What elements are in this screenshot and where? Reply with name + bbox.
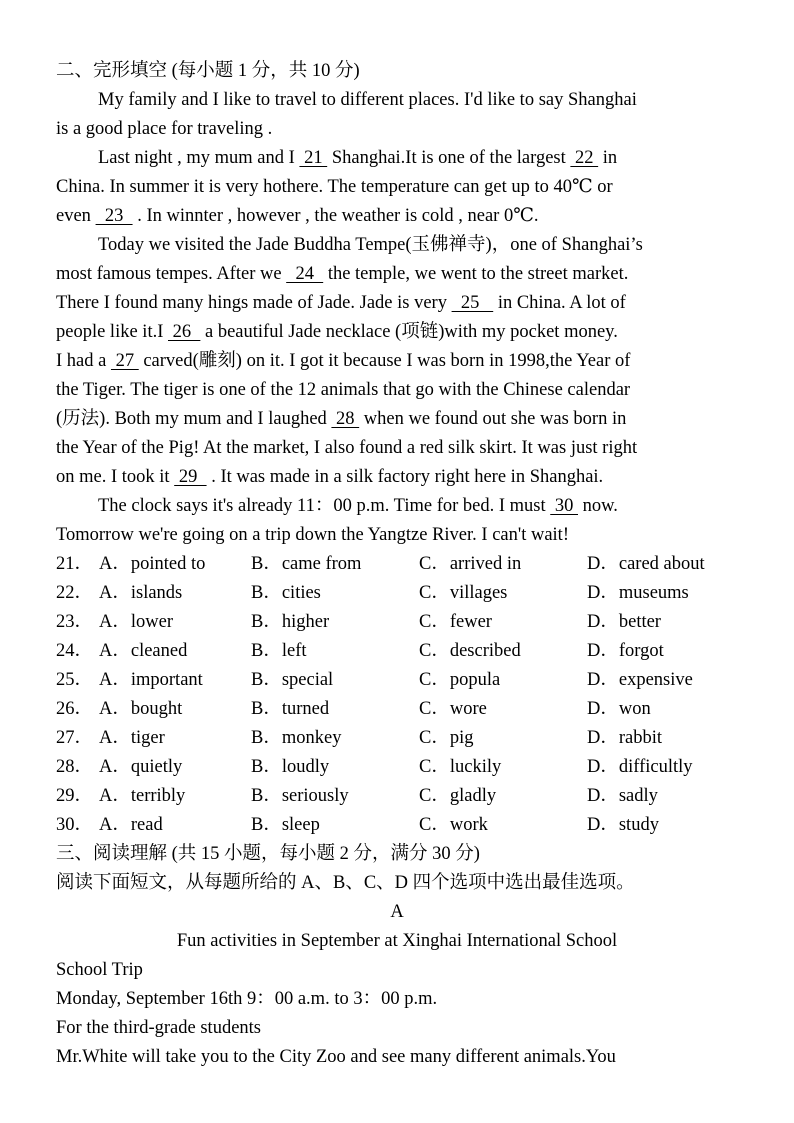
passage-line <box>56 463 603 492</box>
answer-option[interactable]: D．better <box>587 612 661 632</box>
blank-24: 24 <box>286 264 324 284</box>
answer-option[interactable]: B．monkey <box>251 728 342 748</box>
blank-23: 23 <box>95 206 133 226</box>
part-label: A <box>390 902 404 922</box>
passage-line <box>56 202 539 231</box>
passage-line: China. In summer it is very hothere. The temperature can get up to 40℃ or <box>56 177 613 197</box>
text: now. <box>578 496 618 516</box>
text: Last night , my mum and I <box>98 148 300 168</box>
answer-option[interactable]: B．came from <box>251 554 362 574</box>
question-number: 24． <box>56 641 94 661</box>
text: The clock says it's already 11：00 p.m. Time for bed. I must <box>98 496 551 516</box>
blank-22: 22 <box>570 148 599 168</box>
text: in China. A lot of <box>493 293 626 313</box>
passage-line: My family and I like to travel to different places. I'd like to say Shanghai <box>98 90 637 110</box>
text: . In winnter , however , the weather is cold , near 0℃. <box>132 206 539 226</box>
answer-option[interactable]: A．cleaned <box>99 641 188 661</box>
answer-option[interactable]: C．luckily <box>419 757 502 777</box>
section-heading-cloze: 二、完形填空 (每小题 1 分，共 10 分) <box>56 61 360 81</box>
answer-option[interactable]: B．higher <box>251 612 330 632</box>
question-number: 25． <box>56 670 94 690</box>
answer-option[interactable]: D．rabbit <box>587 728 663 748</box>
text: people like it.I <box>56 322 168 342</box>
question-number: 30． <box>56 815 94 835</box>
blank-21: 21 <box>299 148 328 168</box>
passage-line: the Tiger. The tiger is one of the 12 animals that go with the Chinese calendar <box>56 380 631 400</box>
answer-option[interactable]: B．left <box>251 641 307 661</box>
blank-30: 30 <box>550 496 578 516</box>
answer-option[interactable]: A．bought <box>99 699 183 719</box>
answer-option[interactable]: B．special <box>251 670 334 690</box>
answer-option[interactable]: C．villages <box>419 583 508 603</box>
passage-line: is a good place for traveling . <box>56 119 273 139</box>
answer-option[interactable]: D．won <box>587 699 651 719</box>
blank-29: 29 <box>174 467 207 487</box>
instruction-text: 阅读下面短文，从每题所给的 A、B、C、D 四个选项中选出最佳选项。 <box>56 873 635 893</box>
answer-option[interactable]: A．read <box>99 815 163 835</box>
article-title: Fun activities in September at Xinghai International School <box>176 931 618 951</box>
answer-option[interactable]: C．described <box>419 641 521 661</box>
answer-option[interactable]: A．important <box>99 670 203 690</box>
text: . It was made in a silk factory right here in Shanghai. <box>206 467 604 487</box>
answer-option[interactable]: B．seriously <box>251 786 349 806</box>
answer-option[interactable]: D．cared about <box>587 554 705 574</box>
text: on me. I took it <box>56 467 175 487</box>
passage-line: the Year of the Pig! At the market, I also found a red silk skirt. It was just right <box>56 438 638 458</box>
passage-line: Today we visited the Jade Buddha Tempe(玉佛禅寺)，one of Shanghai’s <box>98 235 643 255</box>
trip-time: Monday, September 16th 9：00 a.m. to 3：00 p.m. <box>56 989 438 1009</box>
question-number: 21． <box>56 554 94 574</box>
trip-heading: School Trip <box>56 960 143 980</box>
answer-option[interactable]: D．forgot <box>587 641 664 661</box>
answer-option[interactable]: C．arrived in <box>419 554 522 574</box>
answer-option[interactable]: A．pointed to <box>99 554 206 574</box>
trip-audience: For the third-grade students <box>56 1018 261 1038</box>
answer-option[interactable]: B．turned <box>251 699 330 719</box>
answer-option[interactable]: A．quietly <box>99 757 183 777</box>
text: I had a <box>56 351 111 371</box>
answer-option[interactable]: D．museums <box>587 583 689 603</box>
answer-option[interactable]: A．tiger <box>99 728 165 748</box>
text: the temple, we went to the street market. <box>323 264 629 284</box>
passage-line <box>56 289 626 318</box>
blank-25: 25 <box>451 293 494 313</box>
answer-option[interactable]: B．loudly <box>251 757 330 777</box>
passage-line <box>56 347 630 376</box>
text: There I found many hings made of Jade. Jade is very <box>56 293 452 313</box>
answer-option[interactable]: D．study <box>587 815 659 835</box>
text: carved(雕刻) on it. I got it because I was born in 1998,the Year of <box>138 351 631 371</box>
text: when we found out she was born in <box>359 409 627 429</box>
answer-option[interactable]: C．pig <box>419 728 474 748</box>
answer-option[interactable]: D．difficultly <box>587 757 693 777</box>
blank-26: 26 <box>168 322 201 342</box>
answer-option[interactable]: C．wore <box>419 699 487 719</box>
trip-description: Mr.White will take you to the City Zoo and see many different animals.You <box>56 1047 616 1067</box>
passage-line <box>56 260 628 289</box>
answer-option[interactable]: C．fewer <box>419 612 492 632</box>
answer-option[interactable]: B．sleep <box>251 815 320 835</box>
answer-option[interactable]: A．terribly <box>99 786 186 806</box>
text: even <box>56 206 96 226</box>
answer-option[interactable]: C．popula <box>419 670 501 690</box>
passage-line <box>56 318 618 347</box>
text: most famous tempes. After we <box>56 264 287 284</box>
passage-line: Tomorrow we're going on a trip down the Yangtze River. I can't wait! <box>56 525 569 545</box>
answer-option[interactable]: A．lower <box>99 612 173 632</box>
text: (历法). Both my mum and I laughed <box>56 409 332 429</box>
question-number: 26． <box>56 699 94 719</box>
answer-option[interactable]: C．gladly <box>419 786 497 806</box>
passage-line <box>98 492 618 521</box>
passage-line <box>56 405 626 434</box>
text: Shanghai.It is one of the largest <box>327 148 571 168</box>
text: a beautiful Jade necklace (项链)with my pocket money. <box>200 322 618 342</box>
answer-option[interactable]: D．sadly <box>587 786 658 806</box>
question-number: 23． <box>56 612 94 632</box>
text: in <box>598 148 618 168</box>
answer-option[interactable]: D．expensive <box>587 670 693 690</box>
answer-option[interactable]: B．cities <box>251 583 321 603</box>
answer-option[interactable]: A．islands <box>99 583 183 603</box>
passage-line <box>98 144 617 173</box>
question-number: 22． <box>56 583 94 603</box>
blank-28: 28 <box>331 409 360 429</box>
answer-option[interactable]: C．work <box>419 815 488 835</box>
question-number: 28． <box>56 757 94 777</box>
question-number: 27． <box>56 728 94 748</box>
question-number: 29． <box>56 786 94 806</box>
section-heading-reading: 三、阅读理解 (共 15 小题，每小题 2 分，满分 30 分) <box>56 844 480 864</box>
blank-27: 27 <box>110 351 139 371</box>
